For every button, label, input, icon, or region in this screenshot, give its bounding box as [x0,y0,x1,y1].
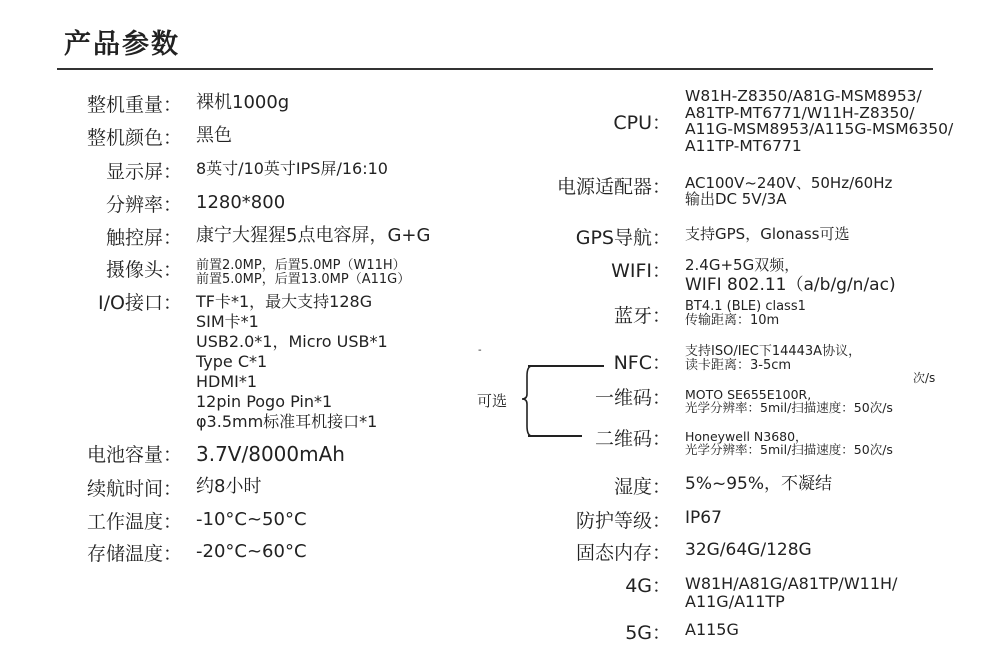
spec-row-barcode-1d [0,387,893,414]
spec-row-adapter [0,176,892,208]
spec-value: 5%~95%，不凝结 [685,474,832,494]
spec-value: 前置2.0MP，后置5.0MP（W11H） 前置5.0MP，后置13.0MP（A11G） [196,258,411,287]
spec-value: -10°C~50°C [196,509,307,530]
spec-value: 支持ISO/IEC下14443A协议， 读卡距离：3-5cm [685,344,862,373]
spec-row-cpu [0,88,953,155]
spec-label: 湿度： [613,476,671,498]
spec-value: 裸机1000g [196,92,290,113]
spec-value: AC100V~240V、50Hz/60Hz 输出DC 5V/3A [685,174,893,208]
spec-value: 约8小时 [196,476,262,497]
spec-label: WIFI： [611,260,671,282]
spec-value: MOTO SE655E100R, 光学分辨率：5mil/扫描速度：50次/s [685,387,893,416]
spec-value: A115G [685,620,739,639]
spec-label: 分辨率： [105,194,182,216]
spec-label: 蓝牙： [613,305,671,327]
spec-value: W81H/A81G/A81TP/W11H/ A11G/A11TP [685,574,898,611]
spec-value: 2.4G+5G双频， WIFI 802.11（a/b/g/n/ac) [685,256,896,295]
spec-label: 整机颜色： [86,127,182,149]
spec-label: 二维码： [594,428,671,450]
spec-value: 32G/64G/128G [685,540,812,560]
spec-row-bluetooth [0,300,806,327]
spec-label: 显示屏： [105,161,182,183]
spec-value: 康宁大猩猩5点电容屏，G+G [196,225,431,246]
spec-value: Honeywell N3680， 光学分辨率：5mil/扫描速度：50次/s [685,429,893,458]
spec-row-wifi [0,256,896,296]
spec-value: BT4.1 (BLE) class1 传输距离：10m [685,299,806,328]
title-divider [57,68,933,70]
spec-label: 整机重量： [86,94,182,116]
stray-text: 次/s [913,371,936,385]
spec-row-4g [0,575,897,611]
page-title: 产品参数 [64,29,180,60]
spec-row-storage [0,542,812,564]
spec-label: 固态内存： [575,542,671,564]
spec-label: 一维码： [594,387,671,409]
spec-label: 4G： [625,575,671,597]
spec-label: 防护等级： [575,510,671,532]
spec-label: 存储温度： [86,543,182,565]
spec-label: GPS导航： [575,227,671,249]
spec-row-5g [0,622,739,644]
spec-row-gps [0,227,850,249]
spec-label: NFC： [613,352,671,374]
spec-row-nfc [0,345,861,374]
spec-label: 电池容量： [86,444,182,466]
spec-label: 摄像头： [105,259,182,281]
spec-value: 1280*800 [196,192,286,213]
spec-row-humidity [0,476,832,498]
spec-label: 续航时间： [86,478,182,500]
spec-value: 黑色 [196,125,232,146]
spec-label: 工作温度： [86,511,182,533]
spec-value: TF卡*1，最大支持128G SIM卡*1 USB2.0*1，Micro USB*1 Type C*1 HDMI*1 12pin Pogo Pin*1 φ3.5mm标准耳机接口*1 [196,292,388,431]
spec-value: 8英寸/10英寸IPS屏/16:10 [196,159,388,178]
spec-value: W81H-Z8350/A81G-MSM8953/ A81TP-MT6771/W11H-Z8350/ A11G-MSM8953/A115G-MSM6350/ A11TP-MT6771 [685,87,954,156]
spec-label: 5G： [625,622,671,644]
spec-label: 电源适配器： [556,176,671,198]
spec-row-barcode-2d [0,427,893,456]
spec-value: 3.7V/8000mAh [196,442,345,466]
spec-label: CPU： [613,112,671,134]
optional-label: 可选 [477,392,508,410]
spec-value: -20°C~60°C [196,541,307,562]
spec-value: IP67 [685,508,722,528]
optional-bracket [520,358,610,442]
spec-label: 触控屏： [105,227,182,249]
stray-mark: - [478,345,482,356]
spec-value: 支持GPS，Glonass可选 [685,225,850,243]
spec-row-protection [0,510,722,532]
spec-label: I/O接口： [98,292,182,314]
